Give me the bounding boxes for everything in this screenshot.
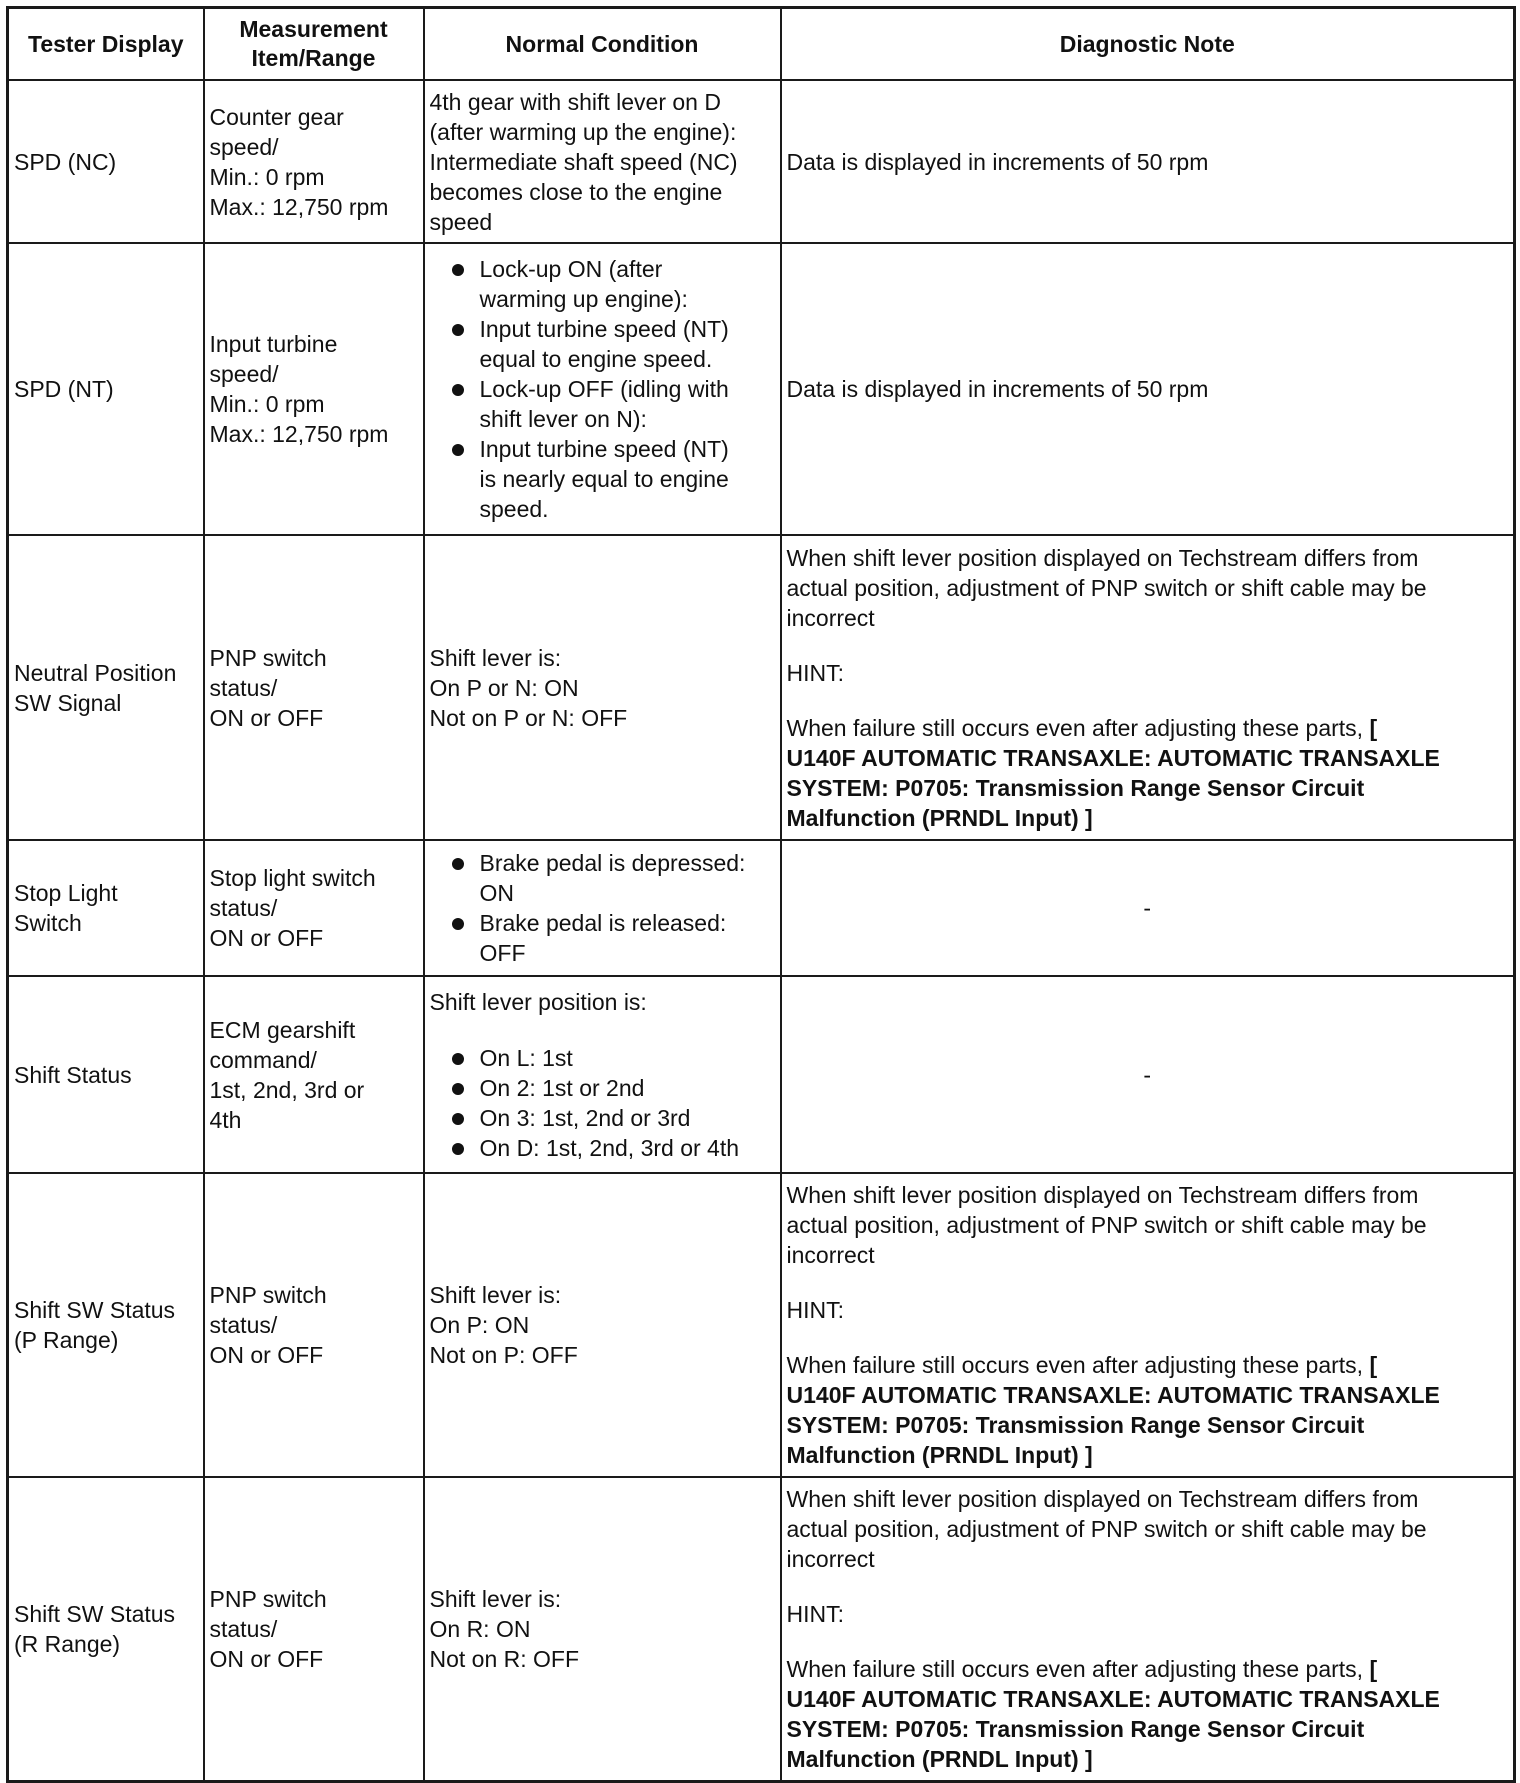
list-item: On 3: 1st, 2nd or 3rd [430,1103,775,1133]
table-row [8,1173,1515,1477]
reference-link[interactable]: [ U140F AUTOMATIC TRANSAXLE: AUTOMATIC TRANSAXLE SYSTEM: P0705: Transmission Range Sensor Circuit Malfunction (PRNDL Input) ] [786,714,1440,831]
tester-display-cell: Stop Light Switch [8,840,204,976]
measurement-cell: Input turbine speed/ Min.: 0 rpm Max.: 12,750 rpm [204,243,424,535]
list-item: Brake pedal is released: OFF [430,908,775,968]
list-item: Lock-up ON (after warming up engine): [430,254,775,314]
measurement-cell: ECM gearshift command/ 1st, 2nd, 3rd or 4th [204,976,424,1173]
list-item: Input turbine speed (NT) equal to engine speed. [430,314,775,374]
tester-display-cell: Neutral Position SW Signal [8,535,204,840]
reference-link[interactable]: [ U140F AUTOMATIC TRANSAXLE: AUTOMATIC TRANSAXLE SYSTEM: P0705: Transmission Range Sensor Circuit Malfunction (PRNDL Input) ] [786,1352,1440,1468]
normal-condition-cell: 4th gear with shift lever on D (after warming up the engine): Intermediate shaft speed (NC) becomes close to the engine speed [424,80,781,243]
reference-link[interactable]: [ U140F AUTOMATIC TRANSAXLE: AUTOMATIC TRANSAXLE SYSTEM: P0705: Transmission Range Sensor Circuit Malfunction (PRNDL Input) ] [786,1655,1440,1772]
tester-display-cell: SPD (NC) [8,80,204,243]
diagnostic-note-cell: - [781,976,1515,1173]
measurement-cell: PNP switch status/ ON or OFF [204,1173,424,1477]
list-item: Brake pedal is depressed: ON [430,848,775,908]
list-item: On D: 1st, 2nd, 3rd or 4th [430,1133,775,1163]
normal-condition-cell: Shift lever is: On P or N: ON Not on P or N: OFF [424,535,781,840]
failure-note [787,1654,1509,1774]
hint-label: HINT: [786,659,844,686]
table-row [8,80,1515,243]
failure-text: When failure still occurs even after adjusting these parts, [786,1352,1370,1378]
normal-condition-list [430,254,775,524]
table-row [8,840,1515,976]
failure-note [787,713,1509,833]
header-normal-condition: Normal Condition [424,8,781,81]
diagnostic-note-cell [781,1173,1515,1477]
note-text: When shift lever position displayed on Techstream differs from actual position, adjustment of PNP switch or shift cable may be incorrect [786,544,1427,631]
diagnostic-note-cell [781,535,1515,840]
table-row [8,1477,1515,1781]
header-row [8,8,1515,81]
normal-condition-cell: Shift lever is: On R: ON Not on R: OFF [424,1477,781,1781]
diagnostic-note-cell: Data is displayed in increments of 50 rpm [781,243,1515,535]
normal-intro: Shift lever position is: [429,988,647,1015]
diagnostic-note-cell: Data is displayed in increments of 50 rpm [781,80,1515,243]
list-item: On L: 1st [430,1043,775,1073]
note-text: When shift lever position displayed on Techstream differs from actual position, adjustment of PNP switch or shift cable may be incorrect [786,1182,1427,1268]
note-text: When shift lever position displayed on Techstream differs from actual position, adjustment of PNP switch or shift cable may be incorrect [786,1485,1427,1572]
diagnostic-note-cell [781,1477,1515,1781]
list-item: On 2: 1st or 2nd [430,1073,775,1103]
normal-condition-cell [424,840,781,976]
hint-label: HINT: [786,1600,844,1627]
list-item: Input turbine speed (NT) is nearly equal to engine speed. [430,434,775,524]
hint-label: HINT: [786,1297,844,1323]
table-row [8,243,1515,535]
measurement-cell: PNP switch status/ ON or OFF [204,1477,424,1781]
data-list-table [6,6,1516,1783]
normal-condition-cell [424,243,781,535]
table-row [8,535,1515,840]
normal-condition-list [430,1043,775,1163]
diagnostic-note-cell: - [781,840,1515,976]
header-diagnostic-note: Diagnostic Note [781,8,1515,81]
list-item: Lock-up OFF (idling with shift lever on N): [430,374,775,434]
tester-display-cell: Shift Status [8,976,204,1173]
normal-condition-cell: Shift lever is: On P: ON Not on P: OFF [424,1173,781,1477]
tester-display-cell: SPD (NT) [8,243,204,535]
normal-condition-cell [424,976,781,1173]
failure-text: When failure still occurs even after adjusting these parts, [786,1655,1370,1682]
header-tester-display: Tester Display [8,8,204,81]
measurement-cell: Stop light switch status/ ON or OFF [204,840,424,976]
normal-condition-list [430,848,775,968]
table-row [8,976,1515,1173]
tester-display-cell: Shift SW Status (P Range) [8,1173,204,1477]
failure-text: When failure still occurs even after adjusting these parts, [786,714,1370,741]
measurement-cell: Counter gear speed/ Min.: 0 rpm Max.: 12,750 rpm [204,80,424,243]
header-measurement: Measurement Item/Range [204,8,424,81]
tester-display-cell: Shift SW Status (R Range) [8,1477,204,1781]
measurement-cell: PNP switch status/ ON or OFF [204,535,424,840]
failure-note [787,1350,1509,1470]
